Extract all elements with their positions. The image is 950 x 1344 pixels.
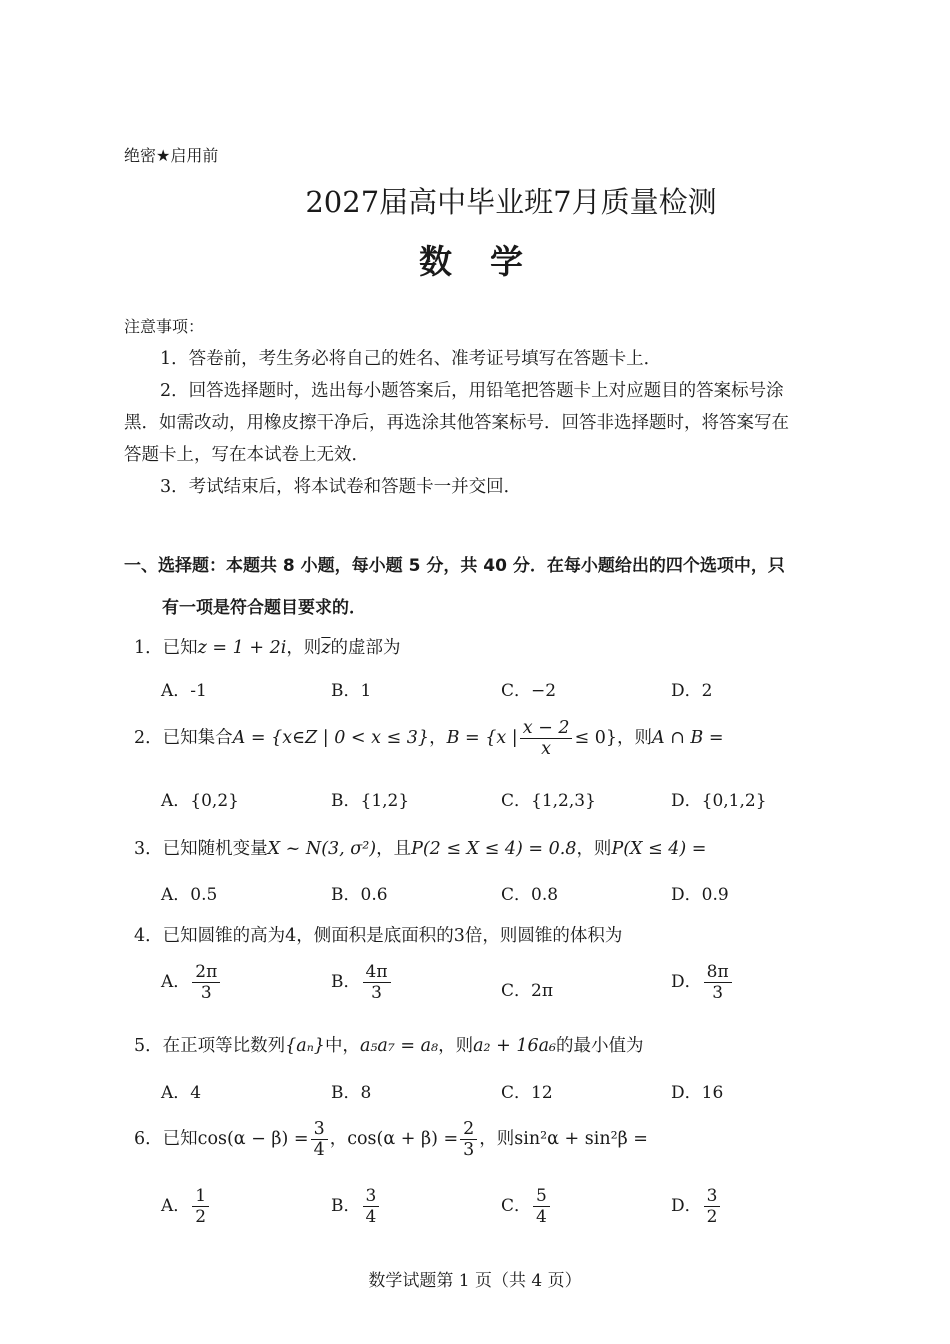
- fraction: [363, 1186, 380, 1227]
- option-c: [501, 1078, 553, 1103]
- fraction-denominator: 3: [463, 1140, 475, 1160]
- option-value: 0.5: [190, 885, 218, 905]
- math-expression: P(X ≤ 4) =: [611, 839, 707, 859]
- question-text: 已知集合: [162, 728, 233, 748]
- confidential-label: 绝密★启用前: [124, 146, 219, 165]
- option-label: D．: [671, 972, 702, 992]
- option-value: 16: [701, 1083, 724, 1103]
- question-number: 2．: [134, 728, 163, 748]
- option-b: [331, 786, 409, 811]
- option-label: B．: [331, 791, 361, 811]
- option-label: D．: [671, 1083, 702, 1103]
- fraction-numerator: 1: [192, 1186, 209, 1207]
- set-a-expression: A = {x∈Z | 0 < x ≤ 3}: [232, 728, 430, 748]
- fraction-denominator: 4: [313, 1140, 325, 1160]
- cos-diff-expression: cos(α − β) =: [197, 1129, 309, 1149]
- option-a: [161, 962, 222, 1003]
- option-label: C．: [501, 681, 532, 701]
- fraction: [311, 1119, 328, 1160]
- question-3: [134, 835, 706, 860]
- question-6: [134, 1119, 648, 1160]
- question-text: ，则: [438, 1036, 474, 1056]
- option-d: [671, 962, 734, 1003]
- option-label: B．: [331, 681, 361, 701]
- note-item-2-line-1: 2．回答选择题时，选出每小题答案后，用铅笔把答题卡上对应题目的答案标号涂: [160, 381, 784, 401]
- option-value: {1,2,3}: [531, 791, 596, 811]
- set-b-suffix: ≤ 0}: [574, 728, 617, 748]
- option-label: D．: [671, 681, 702, 701]
- cos-sum-expression: cos(α + β) =: [347, 1129, 459, 1149]
- option-value: 2π: [531, 981, 554, 1001]
- question-text: 在正项等比数列: [162, 1036, 286, 1056]
- option-label: B．: [331, 1083, 361, 1103]
- fraction: [704, 1186, 721, 1227]
- question-text: ，则: [576, 839, 612, 859]
- option-b: [331, 880, 388, 905]
- option-value: 2: [701, 681, 713, 701]
- condition-expression: a₅a₇ = a₈: [359, 1036, 439, 1056]
- option-value: −2: [531, 681, 557, 701]
- question-text: ，则: [616, 728, 652, 748]
- option-label: C．: [501, 791, 532, 811]
- question-text: 中，: [324, 1036, 360, 1056]
- fraction: [520, 718, 573, 759]
- note-item-2-line-2: 黑．如需改动，用橡皮擦干净后，再选涂其他答案标号．回答非选择题时，将答案写在: [124, 413, 789, 433]
- fraction-denominator: 4: [365, 1207, 377, 1227]
- option-d: [671, 1078, 723, 1103]
- question-5: [134, 1032, 644, 1057]
- question-number: 1．: [134, 638, 163, 658]
- section-heading-line-1: 一、选择题：本题共 8 小题，每小题 5 分，共 40 分．在每小题给出的四个选项中，只: [124, 556, 785, 576]
- notes-heading: 注意事项：: [124, 317, 205, 336]
- math-expression: A ∩ B =: [651, 728, 724, 748]
- fraction-numerator: 3: [311, 1119, 328, 1140]
- option-b: [331, 962, 393, 1003]
- option-a: [161, 1078, 201, 1103]
- question-number: 6．: [134, 1129, 163, 1149]
- option-d: [671, 880, 729, 905]
- question-number: 5．: [134, 1036, 163, 1056]
- option-value: -1: [190, 681, 207, 701]
- note-item-3: 3．考试结束后，将本试卷和答题卡一并交回．: [160, 477, 522, 497]
- separator: ，: [429, 728, 447, 748]
- option-a: [161, 880, 217, 905]
- note-item-2-line-3: 答题卡上，写在本试卷上无效．: [124, 445, 369, 465]
- question-number: 3．: [134, 839, 163, 859]
- math-expression: z = 1 + 2i: [197, 638, 287, 658]
- subject-title: 数学: [419, 242, 561, 281]
- fraction: [192, 962, 220, 1003]
- math-expression: sin²α + sin²β =: [514, 1129, 648, 1149]
- option-value: 0.6: [360, 885, 388, 905]
- option-c: [501, 786, 596, 811]
- fraction-numerator: 2π: [192, 962, 220, 983]
- option-value: {0,2}: [190, 791, 239, 811]
- question-text: 倍，则圆锥的体积为: [464, 926, 623, 946]
- option-c: [501, 880, 558, 905]
- question-2: [134, 718, 724, 759]
- option-a: [161, 676, 207, 701]
- option-value: 12: [531, 1083, 553, 1103]
- question-text: 的虚部为: [330, 638, 401, 658]
- option-label: C．: [501, 981, 532, 1001]
- section-heading-line-2: 有一项是符合题目要求的．: [162, 598, 366, 618]
- fraction: [192, 1186, 209, 1227]
- question-text: 的最小值为: [556, 1036, 644, 1056]
- fraction-denominator: 3: [371, 983, 382, 1003]
- note-item-1: 1．答卷前，考生务必将自己的姓名、准考证号填写在答题卡上．: [160, 349, 662, 369]
- question-text: ，则: [286, 638, 322, 658]
- option-label: C．: [501, 1196, 532, 1216]
- question-text: 已知: [162, 1129, 198, 1149]
- conjugate-z: $\overline{z}$: [321, 638, 331, 658]
- option-a: [161, 786, 239, 811]
- option-label: C．: [501, 885, 532, 905]
- sequence-expression: {aₙ}: [285, 1036, 325, 1056]
- exam-title: 2027届高中毕业班7月质量检测: [305, 185, 717, 219]
- option-a: [161, 1186, 211, 1227]
- option-value: {1,2}: [360, 791, 410, 811]
- option-label: D．: [671, 791, 702, 811]
- option-label: A．: [161, 1196, 191, 1216]
- fraction: [363, 962, 391, 1003]
- fraction-denominator: 3: [200, 983, 212, 1003]
- separator: ，: [329, 1129, 348, 1149]
- option-value: 0.9: [701, 885, 729, 905]
- fraction: [704, 962, 732, 1003]
- fraction-numerator: 3: [363, 1186, 380, 1207]
- fraction-denominator: 3: [712, 983, 724, 1003]
- question-text: ，则: [479, 1129, 515, 1149]
- fraction-numerator: 4π: [363, 962, 391, 983]
- option-c: [501, 1186, 552, 1227]
- option-label: A．: [161, 1083, 191, 1103]
- option-label: A．: [161, 885, 191, 905]
- option-value: 8: [360, 1083, 372, 1103]
- fraction-denominator: 2: [195, 1207, 207, 1227]
- option-b: [331, 1078, 371, 1103]
- option-b: [331, 676, 371, 701]
- question-4: [134, 922, 622, 947]
- option-c: [501, 976, 553, 1001]
- option-d: [671, 676, 712, 701]
- fraction-numerator: x − 2: [520, 718, 573, 739]
- option-label: D．: [671, 885, 702, 905]
- height-value: 4: [285, 926, 297, 946]
- question-1: [134, 634, 401, 659]
- condition-expression: P(2 ≤ X ≤ 4) = 0.8: [411, 839, 577, 859]
- option-label: D．: [671, 1196, 702, 1216]
- option-value: 0.8: [531, 885, 559, 905]
- question-text: 已知随机变量: [162, 839, 268, 859]
- option-d: [671, 786, 767, 811]
- set-b-prefix: B = {x |: [446, 728, 518, 748]
- question-text: ，侧面积是底面积的: [296, 926, 454, 946]
- ratio-value: 3: [453, 926, 465, 946]
- fraction-numerator: 2: [460, 1119, 477, 1140]
- fraction-denominator: 2: [706, 1207, 718, 1227]
- option-value: 4: [190, 1083, 202, 1103]
- question-text: ，且: [376, 839, 412, 859]
- distribution-expression: X ~ N(3, σ²): [267, 839, 377, 859]
- fraction-numerator: 5: [533, 1186, 550, 1207]
- option-label: B．: [331, 1196, 361, 1216]
- question-text: 已知圆锥的高为: [162, 926, 286, 946]
- question-text: 已知: [162, 638, 198, 658]
- math-expression: a₂ + 16a₆: [473, 1036, 557, 1056]
- fraction-numerator: 8π: [704, 962, 732, 983]
- option-label: C．: [501, 1083, 532, 1103]
- option-label: A．: [161, 791, 191, 811]
- fraction: [460, 1119, 477, 1160]
- option-b: [331, 1186, 381, 1227]
- option-label: B．: [331, 972, 361, 992]
- option-label: B．: [331, 885, 361, 905]
- fraction-denominator: 4: [536, 1207, 547, 1227]
- option-value: 1: [360, 681, 372, 701]
- fraction-numerator: 3: [704, 1186, 721, 1207]
- option-label: A．: [161, 681, 191, 701]
- page-footer: 数学试题第 1 页（共 4 页）: [368, 1271, 582, 1291]
- question-number: 4．: [134, 926, 163, 946]
- option-value: {0,1,2}: [701, 791, 767, 811]
- option-label: A．: [161, 972, 191, 992]
- fraction: [533, 1186, 550, 1227]
- option-c: [501, 676, 556, 701]
- fraction-denominator: x: [541, 739, 552, 759]
- option-d: [671, 1186, 722, 1227]
